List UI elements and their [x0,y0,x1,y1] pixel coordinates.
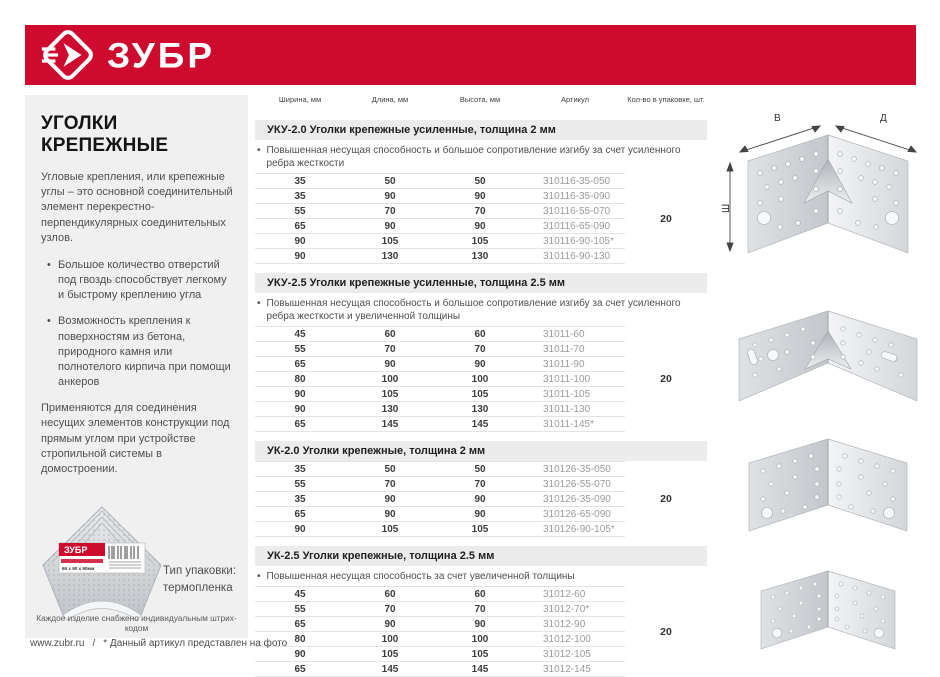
article-cell: 31011-130 [543,403,591,415]
width-cell: 45 [294,588,306,600]
angle-bracket-plain-photo [739,427,917,537]
article-cell: 310116-55-070 [543,205,611,217]
footer-note: * Данный артикул представлен на фото [103,638,288,649]
article-cell: 310116-90-105* [543,235,614,247]
col-width: Ширина, мм [278,95,322,104]
length-cell: 70 [384,343,396,355]
feature-item: • Возможность крепления к поверхностям из бетона, природного камня или полнотелого кирпича при помощи анкеров [47,314,234,390]
section-title: УК-2.5 Уголки крепежные, толщина 2.5 мм [255,546,707,566]
article-cell: 31011-90 [543,358,585,370]
width-cell: 55 [294,205,306,217]
length-cell: 105 [381,388,399,400]
article-cell: 31012-105 [543,648,591,660]
height-cell: 70 [474,603,486,615]
section-note-text: Повышенная несущая способность и большое сопротивление изгибу за счет усиленного ребра жесткости и увеличенной толщины [266,298,681,322]
table-row [255,507,625,522]
height-cell: 90 [474,190,486,202]
width-cell: 90 [294,523,306,535]
zubr-logo [41,28,215,82]
qty-cell: 20 [660,493,672,505]
height-cell: 105 [471,235,489,247]
length-cell: 70 [384,478,396,490]
article-cell: 31011-145* [543,418,594,430]
width-cell: 80 [294,373,306,385]
package-label [59,543,145,573]
height-cell: 130 [471,403,489,415]
package-type [163,563,236,596]
col-article: Артикул [561,95,589,104]
length-cell: 60 [384,588,396,600]
article-cell: 31012-90 [543,618,586,630]
table-row [255,402,625,417]
width-cell: 65 [294,358,306,370]
table-row [255,477,625,492]
width-cell: 65 [294,418,306,430]
length-cell: 90 [384,618,396,630]
width-cell: 65 [294,618,306,630]
dim-width-label: Ш [721,203,732,213]
article-cell: 31011-70 [543,343,585,355]
length-cell: 70 [384,603,396,615]
footer-separator: / [92,638,96,649]
article-cell: 310116-90-130 [543,250,611,262]
svg-text:ЗУБР: ЗУБР [64,545,88,555]
section-rows [255,461,625,537]
width-cell: 90 [294,648,306,660]
article-cell: 310126-90-105* [543,523,615,535]
section-rows [255,586,625,677]
width-cell: 90 [294,235,306,247]
angle-bracket-reinforced-diagram [720,103,936,261]
bullet-dot: • [257,145,261,156]
table-row [255,647,625,662]
footer-url[interactable]: www.zubr.ru [30,638,85,649]
width-cell: 90 [294,250,306,262]
article-cell: 31012-145 [543,663,591,675]
page-title: УГОЛКИ КРЕПЕЖНЫЕ [41,113,169,156]
article-cell: 31012-60 [543,588,586,600]
article-cell: 31012-100 [543,633,591,645]
length-cell: 90 [384,358,396,370]
width-cell: 65 [294,220,306,232]
qty-cell: 20 [660,373,672,385]
sections-container [255,120,707,677]
length-cell: 50 [384,175,396,187]
table-row [255,387,625,402]
height-cell: 60 [474,328,486,340]
application-text: Применяются для соединения несущих элементов конструкции под прямым углом при устройстве стропильной системы в домостроении. [41,402,230,475]
product-section-3 [255,441,707,537]
table-row [255,342,625,357]
width-cell: 90 [294,388,306,400]
barcode-note: Каждое изделие снабжено индивидуальным штрих-кодом [36,613,237,633]
qty-cell: 20 [660,212,672,225]
length-cell: 130 [381,250,399,262]
length-cell: 100 [381,373,399,385]
height-cell: 105 [471,648,489,660]
section-rows [255,326,625,432]
length-cell: 90 [384,190,396,202]
height-cell: 70 [474,343,486,355]
table-row [255,357,625,372]
height-cell: 100 [471,373,489,385]
section-note [255,293,707,326]
sidebar [25,95,248,638]
length-cell: 130 [381,403,399,415]
table-row [255,219,625,234]
height-cell: 90 [474,618,486,630]
table-row [255,189,625,204]
table-row [255,204,625,219]
height-cell: 90 [474,508,486,520]
svg-text:65 х 90 х 90мм: 65 х 90 х 90мм [62,566,95,571]
product-section-2 [255,273,707,432]
height-cell: 70 [474,205,486,217]
height-cell: 145 [471,418,489,430]
table-row [255,602,625,617]
bullet-dot: • [257,298,261,309]
product-images-column [716,95,940,655]
dim-height-label: В [774,113,781,124]
height-cell: 60 [474,588,486,600]
table-row [255,662,625,677]
product-section-4 [255,546,707,677]
column-headers [255,95,707,111]
article-cell: 31011-105 [543,388,591,400]
width-cell: 55 [294,343,306,355]
section-title: УКУ-2.0 Уголки крепежные усиленные, толщина 2 мм [255,120,707,140]
article-cell: 310126-35-050 [543,463,611,475]
section-title: УК-2.0 Уголки крепежные, толщина 2 мм [255,441,707,461]
package-type-label: Тип упаковки: [163,565,237,577]
height-cell: 105 [471,523,489,535]
section-rows [255,173,625,264]
qty-cell: 20 [660,625,672,638]
width-cell: 55 [294,478,306,490]
section-note-text: Повышенная несущая способность за счет увеличенной толщины [266,571,575,582]
article-cell: 31011-100 [543,373,591,385]
section-title: УКУ-2.5 Уголки крепежные усиленные, толщина 2.5 мм [255,273,707,293]
height-cell: 70 [474,478,486,490]
package-type-value: термопленка [163,581,233,594]
table-row [255,587,625,602]
table-row [255,492,625,507]
col-qty: Кол-во в упаковке, шт. [627,95,705,104]
table-row [255,372,625,387]
bullet-dot: • [257,571,261,582]
section-note-text: Повышенная несущая способность и большое сопротивление изгибу за счет усиленного ребра жесткости [266,145,681,169]
length-cell: 105 [381,235,399,247]
feature-item: • Большое количество отверстий под гвоздь способствует легкому и быстрому креплению угла [47,258,234,304]
height-cell: 50 [474,463,486,475]
length-cell: 100 [381,633,399,645]
product-section-1 [255,120,707,264]
article-cell: 310126-65-090 [543,508,611,520]
table-row [255,174,625,189]
height-cell: 130 [471,250,489,262]
table-row [255,234,625,249]
width-cell: 35 [294,175,306,187]
length-cell: 145 [381,663,399,675]
angle-bracket-plain-small-photo [753,561,903,655]
length-cell: 90 [384,220,396,232]
dim-length-label: Д [880,113,887,124]
article-cell: 31012-70* [543,603,590,615]
width-cell: 35 [294,190,306,202]
page-footer [30,638,287,649]
width-cell: 35 [294,463,306,475]
table-row [255,417,625,432]
table-row [255,327,625,342]
length-cell: 105 [381,523,399,535]
length-cell: 145 [381,418,399,430]
length-cell: 90 [384,493,396,505]
article-cell: 310116-35-050 [543,175,611,187]
brand-header [25,25,916,85]
width-cell: 65 [294,508,306,520]
height-cell: 90 [474,220,486,232]
height-cell: 145 [471,663,489,675]
width-cell: 55 [294,603,306,615]
brand-name: ЗУБР [107,35,216,75]
table-row [255,522,625,537]
article-cell: 310126-55-070 [543,478,611,490]
col-length: Длина, мм [371,95,409,104]
length-cell: 60 [384,328,396,340]
height-cell: 90 [474,493,486,505]
width-cell: 35 [294,493,306,505]
table-row [255,632,625,647]
feature-list [47,258,234,390]
article-cell: 310116-35-090 [543,190,611,202]
table-row [255,249,625,264]
article-cell: 31011-60 [543,328,585,340]
height-cell: 105 [471,388,489,400]
width-cell: 90 [294,403,306,415]
section-note [255,566,707,586]
package-photo [37,503,167,621]
height-cell: 50 [474,175,486,187]
angle-bracket-reinforced-photo [733,297,923,409]
width-cell: 80 [294,633,306,645]
length-cell: 50 [384,463,396,475]
table-row [255,462,625,477]
length-cell: 90 [384,508,396,520]
height-cell: 100 [471,633,489,645]
width-cell: 45 [294,328,306,340]
height-cell: 90 [474,358,486,370]
length-cell: 105 [381,648,399,660]
section-note [255,140,707,173]
article-cell: 310116-65-090 [543,220,611,232]
intro-text: Угловые крепления, или крепежные углы – это основной соединительный элемент перекрестно-перпендикулярных соединительных узлов. [41,171,233,244]
zubr-arrow-icon [41,28,95,82]
col-height: Высота, мм [459,95,501,104]
length-cell: 70 [384,205,396,217]
article-cell: 310126-35-090 [543,493,611,505]
product-tables [255,95,707,677]
table-row [255,617,625,632]
width-cell: 65 [294,663,306,675]
